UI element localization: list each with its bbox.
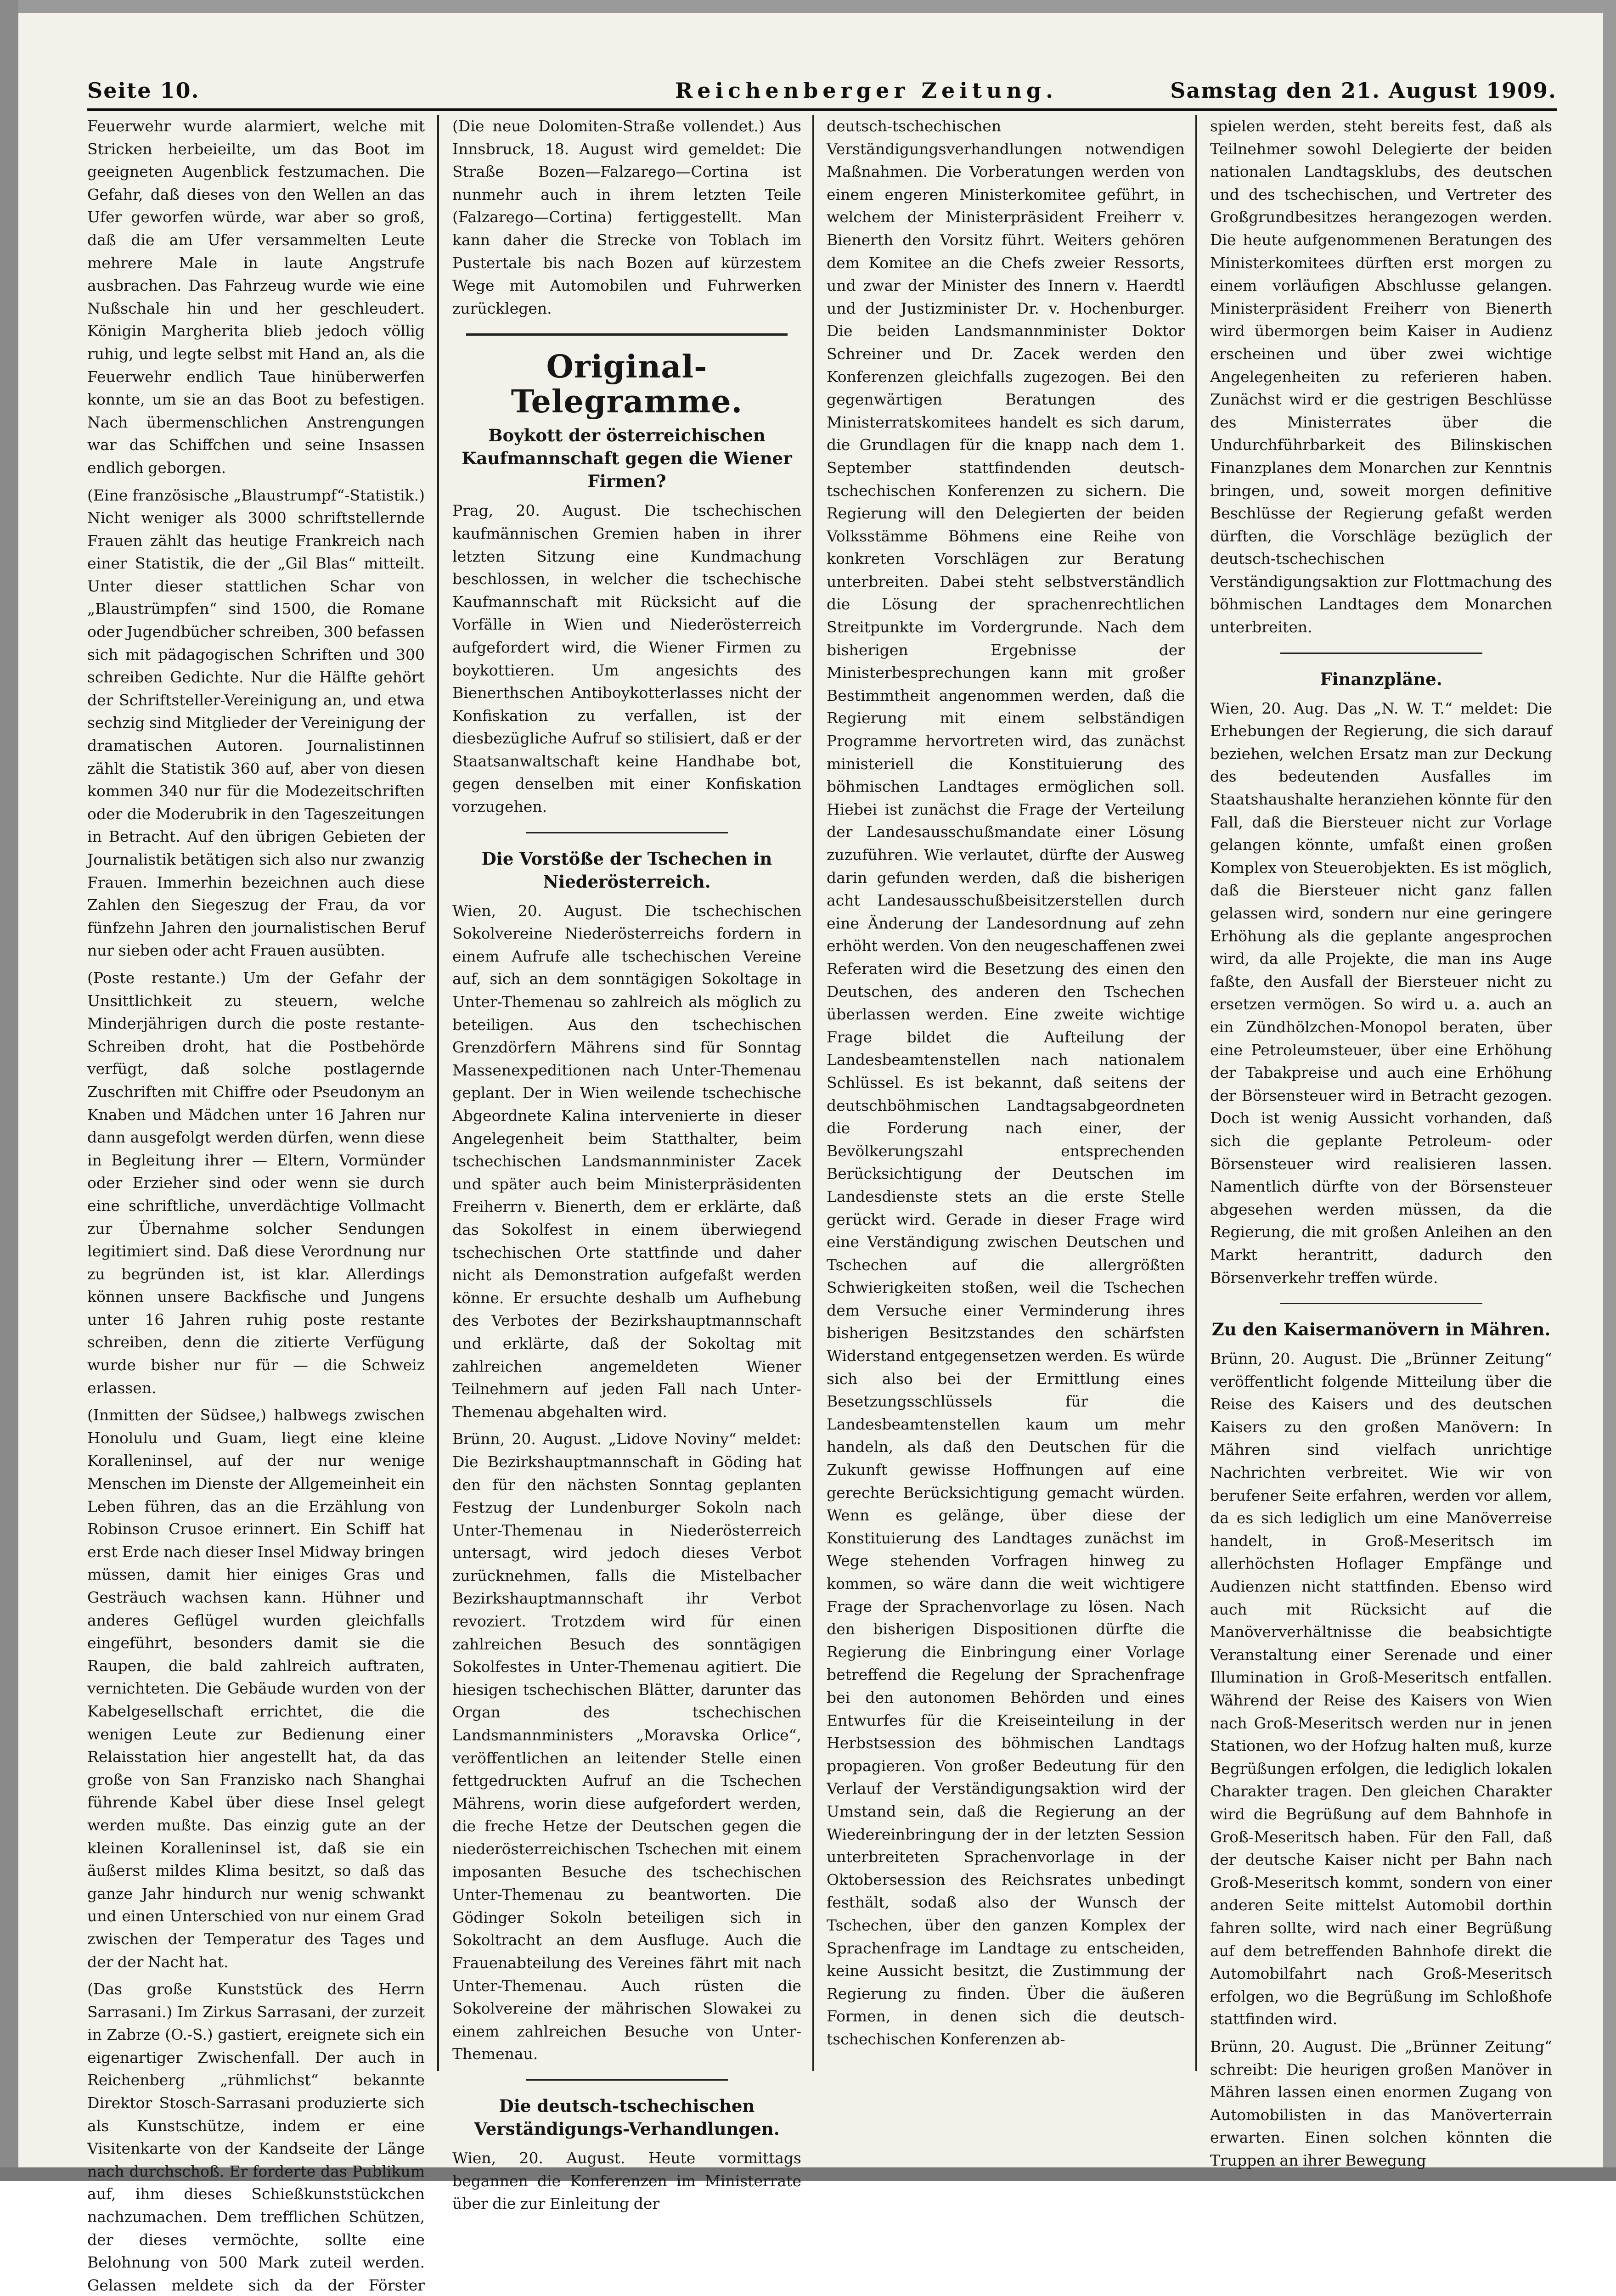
masthead-rule (87, 108, 1557, 111)
column-2 (452, 115, 801, 2213)
page-number: Seite 10. (87, 78, 200, 103)
scan-edge-right (1603, 0, 1616, 2181)
scan-edge-left (0, 0, 18, 2181)
article-dolomiten-strasse: (Die neue Dolomiten-Straße vollendet.) Aus Innsbruck, 18. August wird gemeldet: Die Straße Bozen—Falzarego—Cortina ist nunmehr auch in ihrem letzten Teile (Falzarego—Cortina) fertiggestellt. Man kann daher die Strecke von Toblach im Pustertale bis nach Bozen auf kürzestem Wege mit Automobilen und Fuhrwerken zurücklegen. (452, 117, 801, 317)
article-kaisermanoever-2: Brünn, 20. August. Die „Brünner Zeitung“ schreibt: Die heurigen großen Manöver in Mähren lassen einen enormen Zugang von Automobilisten in das Manöverterrain erwarten. Einen solchen könnten die Truppen an ihrer Bewegung (1210, 2037, 1552, 2169)
headline-vorstoesse: Die Vorstöße der Tschechen in Niederösterreich. (481, 848, 772, 892)
column-1 (87, 115, 425, 2294)
article-boykott: Prag, 20. August. Die tschechischen kaufmännischen Gremien haben in ihrer letzten Sitzung eine Kundmachung beschlossen, in welcher die tschechische Kaufmannschaft mit Rücksicht auf die Vorfälle in Wien und Niederösterreich aufgefordert wird, die Wiener Firmen zu boykottieren. Um angesichts des Bienerthschen Antiboykotterlasses nicht der Konfiskation zu verfallen, ist der diesbezügliche Aufruf so stilisiert, daß er der Staatsanwaltschaft keine Handhabe bot, gegen denselben mit einer Konfiskation vorzugehen. (452, 501, 801, 816)
headline-boykott: Boykott der österreichischen Kaufmannschaft gegen die Wiener Firmen? (462, 425, 792, 492)
masthead (87, 78, 1557, 110)
article-verstaendigung-start: Wien, 20. August. Heute vormittags begannen die Konferenzen im Ministerrate über die zur Einleitung der (452, 2149, 801, 2213)
article-separator (1280, 1303, 1482, 1304)
column-rule-1 (437, 115, 439, 2071)
article-separator (526, 832, 728, 833)
headline-kaisermanoever: Zu den Kaisermanövern in Mähren. (1211, 1319, 1551, 1340)
article-blaustrumpf-statistik: (Eine französische „Blaustrumpf“-Statistik.) Nicht weniger als 3000 schriftstellernde Frauen zählt das heutige Frankreich nach einer Statistik, die der „Gil Blas“ mitteilt. Unter dieser stattlichen Schar von „Blaustrümpfen“ sind 1500, die Romane oder Jugendbücher schreiben, 300 befassen sich mit pädagogischen Schriften und 300 schreiben Gedichte. Nur die Hälfte gehört der Schriftsteller-Vereinigung an, und etwa sechzig sind Mitglieder der Vereinigung der dramatischen Autoren. Journalistinnen zählt die Statistik 360 auf, aber von diesen kommen 340 nur für die Modezeitschriften oder die Moderubrik in den Tageszeitungen in Betracht. Auf den übrigen Gebieten der Journalistik betätigen sich also nur zwanzig Frauen. Immerhin bezeichnen auch diese Zahlen den Siegeszug der Frau, da vor fünfzehn Jahren den journalistischen Beruf nur sieben oder acht Frauen ausübten. (87, 486, 425, 960)
section-rule (466, 333, 788, 336)
article-suedsee: (Inmitten der Südsee,) halbwegs zwischen Honolulu und Guam, liegt eine kleine Koralleninsel, auf der nur wenige Menschen im Dienste der Allgemeinheit ein Leben führen, das an die Erzählung von Robinson Crusoe erinnert. Ein Schiff hat erst Erde nach dieser Insel Midway bringen müssen, damit hier einiges Gras und Gesträuch wachsen kann. Hühner und anderes Geflügel wurden gleichfalls eingeführt, besonders damit sie die Raupen, die bald zahlreich auftraten, vernichteten. Die Gebäude wurden von der Kabelgesellschaft errichtet, die die wenigen Leute zur Bedienung einer Relaisstation hier angestellt hat, da das große von San Franzisko nach Shanghai führende Kabel über diese Insel gelegt werden mußte. Das einzig gute an der kleinen Koralleninsel ist, daß sie ein äußerst mildes Klima besitzt, so daß das ganze Jahr hindurch nur wenig schwankt und einen Unterschied von nur einem Grad zwischen der Temperatur des Tages und der der Nacht hat. (87, 1406, 425, 1971)
article-vorstoesse-bruenn: Brünn, 20. August. „Lidove Noviny“ meldet: Die Bezirkshauptmannschaft in Göding hat den für den nächsten Sonntag geplanten Festzug der Lundenburger Sokoln nach Unter-Themenau in Niederösterreich untersagt, wird jedoch dieses Verbot zurücknehmen, falls die Mistelbacher Bezirkshauptmannschaft ihr Verbot revoziert. Trotzdem wird für einen zahlreichen Besuch des sonntägigen Sokolfestes in Unter-Themenau agitiert. Die hiesigen tschechischen Blätter, darunter das Organ des tschechischen Landsmannministers „Moravska Orlice“, veröffentlichen an leitender Stelle einen fettgedruckten Aufruf an die Tschechen Mährens, worin diese aufgefordert werden, die freche Hetze der Deutschen gegen die niederösterreichischen Tschechen mit einem imposanten Besuche des tschechischen Unter-Themenau zu beantworten. Die Gödinger Sokoln beteiligen sich in Sokoltracht an dem Ausfluge. Auch die Frauenabteilung des Vereines fährt mit nach Unter-Themenau. Auch rüsten die Sokolvereine der mährischen Slowakei zu einem zahlreichen Besuche von Unter-Themenau. (452, 1430, 801, 2063)
article-poste-restante: (Poste restante.) Um der Gefahr der Unsittlichkeit zu steuern, welche Minderjährigen durch die poste restante-Schreiben droht, hat die Postbehörde verfügt, daß solche postlagernde Zuschriften mit Chiffre oder Pseudonym an Knaben und Mädchen unter 16 Jahren nur dann ausgefolgt werden dürfen, wenn diese in Begleitung ihrer — Eltern, Vormünder oder Erzieher sind oder wenn sie durch eine schriftliche, unverdächtige Vollmacht zur Übernahme solcher Sendungen legitimiert sind. Daß diese Verordnung nur zu begründen ist, ist klar. Allerdings können unsere Backfische und Jungens unter 16 Jahren ruhig poste restante schreiben, denn die zitierte Verfügung wurde bisher nur für — die Schweiz erlassen. (87, 968, 425, 1397)
article-finanzplaene: Wien, 20. Aug. Das „N. W. T.“ meldet: Die Erhebungen der Regierung, die sich darauf beziehen, welchen Ersatz man zur Deckung des bedeutenden Ausfalles im Staatshaushalte heranziehen könnte für den Fall, daß die Biersteuer nicht zur Vorlage gelangen könnte, umfaßt einen großen Komplex von Steuerobjekten. Es ist möglich, daß die Biersteuer nicht ganz fallen gelassen wird, sondern nur eine geringere Erhöhung als die geplante angesprochen wird, da alle Projekte, die man ins Auge faßte, den Ausfall der Biersteuer nicht zu ersetzen vermögen. So wird u. a. auch an ein Zündhölzchen-Monopol beraten, über eine Petroleumsteuer, über eine Erhöhung der Tabakpreise und auch eine Erhöhung der Börsensteuer wird in Betracht gezogen. Doch ist wenig Aussicht vorhanden, daß sich die geplante Petroleum- oder Börsensteuer wird realisieren lassen. Namentlich dürfte von der Börsensteuer abgesehen werden müssen, da die Regierung, die mit großen Anleihen an den Markt herantritt, dadurch den Börsenverkehr treffen würde. (1210, 699, 1552, 1287)
article-separator (1280, 653, 1482, 654)
article-sarrasani: (Das große Kunststück des Herrn Sarrasani.) Im Zirkus Sarrasani, der zurzeit in Zabrze (O.-S.) gastiert, ereignete sich ein eigenartiger Zwischenfall. Der auch in Reichenberg „rühmlichst“ bekannte Direktor Stosch-Sarrasani produzierte sich als Kunstschütze, indem er eine Visitenkarte von der Kandseite der Länge nach durchschoß. Er forderte das Publikum auf, ihm dieses Schießkunststückchen nachzumachen. Dem trefflichen Schützen, der dieses vermöchte, sollte eine Belohnung von 500 Mark zuteil werden. Gelassen meldete sich da der Förster (87, 1980, 425, 2294)
article-verstaendigung-continued: deutsch-tschechischen Verständigungsverhandlungen notwendigen Maßnahmen. Die Vorberatungen werden von einem engeren Ministerkomitee geführt, in welchem der Ministerpräsident Freiherr v. Bienerth den Vorsitz führt. Weiters gehören dem Komitee an die Chefs zweier Ressorts, und zwar der Minister des Innern v. Haerdtl und der Justizminister Dr. v. Hochenburger. Die beiden Landsmannminister Doktor Schreiner und Dr. Zacek werden den Konferenzen gleichfalls zugezogen. Bei den gegenwärtigen Beratungen des Ministerratskomitees handelt es sich darum, die Grundlagen für die knapp nach dem 1. September stattfindenden deutsch-tschechischen Konferenzen zu sichern. Die Regierung will den Delegierten der beiden Volksstämme Böhmens eine Reihe von konkreten Vorschlägen zur Beratung unterbreiten. Dabei steht selbstverständlich die Lösung der sprachenrechtlichen Streitpunkte im Vordergrunde. Nach dem bisherigen Ergebnisse der Ministerbesprechungen kann mit großer Bestimmtheit angenommen werden, daß die Regierung mit einem selbständigen Programme hervortreten wird, das zunächst ministeriell die Konstituierung des böhmischen Landtages ermöglichen soll. Hiebei ist zunächst die Frage der Verteilung der Landesausschußmandate einer Lösung zuzuführen. Wie verlautet, dürfte der Ausweg darin gefunden werden, daß die bisherigen acht Landesausschußbeisitzerstellen durch eine Änderung der Landesordnung auf zehn erhöht werden. Von den neugeschaffenen zwei Referaten wird die Besetzung des einen den Deutschen, des anderen den Tschechen überlassen werden. Eine zweite wichtige Frage bildet die Aufteilung der Landesbeamtenstellen nach nationalem Schlüssel. Es ist bekannt, daß seitens der deutschböhmischen Landtagsabgeordneten die Forderung nach einer, der Bevölkerungszahl entsprechenden Berücksichtigung der Deutschen im Landesdienste stets an die erste Stelle gerückt wird. Gerade in dieser Frage wird eine Verständigung zwischen Deutschen und Tschechen auf die allergrößten Schwierigkeiten stoßen, weil die Tschechen dem Versuche einer Verminderung ihres bisherigen Besitzstandes den schärfsten Widerstand entgegensetzen werden. Es würde sich also bei der Ermittlung eines Besetzungsschlüssels für die Landesbeamtenstellen kaum um mehr handeln, als daß den Deutschen für die Zukunft gewisse Hoffnungen auf eine gerechte Berücksichtigung gemacht würden. Wenn es gelänge, über diese der Konstituierung des Landtages zunächst im Wege stehenden Vorfragen hinweg zu kommen, so wäre dann die weit wichtigere Frage der Sprachenvorlage zu lösen. Nach den bisherigen Dispositionen dürfte die Regierung die Einbringung einer Vorlage betreffend die Regelung der Sprachenfrage bei den autonomen Behörden und eines Entwurfes für die Kreiseinteilung in der Herbstsession des böhmischen Landtags propagieren. Von großer Bedeutung für den Verlauf der Verständigungsaktion wird der Umstand sein, daß die Regierung an der Wiedereinbringung der in der letzten Session unterbreiteten Sprachenvorlage in der Oktobersession des Reichsrates unbedingt festhält, sodaß also der Wunsch der Tschechen, über den ganzen Komplex der Sprachenfrage im Landtage zu entscheiden, keine Aussicht besitzt, die Zustimmung der Regierung zu finden. Über die äußeren Formen, in denen sich die deutsch-tschechischen Konferenzen ab- (827, 117, 1185, 2048)
section-heading-telegramme: Original-Telegramme. (511, 349, 743, 421)
column-4 (1210, 115, 1552, 2169)
column-rule-2 (812, 115, 814, 2071)
headline-verstaendigung: Die deutsch-tschechischen Verständigungs-Verhandlungen. (474, 2095, 780, 2139)
column-rule-3 (1195, 115, 1197, 2071)
article-kaisermanoever-1: Brünn, 20. August. Die „Brünner Zeitung“ veröffentlicht folgende Mitteilung über die Reise des Kaisers und des deutschen Kaisers zu den großen Manövern: In Mähren sind vielfach unrichtige Nachrichten verbreitet. Wie wir von berufener Seite erfahren, werden vor allem, da es sich lediglich um eine Manöverreise handelt, in Groß-Meseritsch im allerhöchsten Hoflager Empfänge und Audienzen nicht stattfinden. Ebenso wird auch mit Rücksicht auf die Manöververhältnisse die beabsichtigte Veranstaltung einer Serenade und einer Illumination in Groß-Meseritsch entfallen. Während der Reise des Kaisers von Wien nach Groß-Meseritsch werden nur in jenen Stationen, wo der Hofzug halten muß, kurze Begrüßungen erfolgen, die lediglich lokalen Charakter tragen. Den gleichen Charakter wird die Begrüßung auf dem Bahnhofe in Groß-Meseritsch haben. Für den Fall, daß der deutsche Kaiser nicht per Bahn nach Groß-Meseritsch kommt, sondern von einer anderen Seite mittelst Automobil dorthin fahren sollte, wird nach einer Begrüßung auf dem betreffenden Bahnhofe direkt die Automobilfahrt nach Groß-Meseritsch erfolgen, wo die Begrüßung im Schloßhofe stattfinden wird. (1210, 1350, 1552, 2028)
article-verstaendigung-end: spielen werden, steht bereits fest, daß als Teilnehmer sowohl Delegierte der beiden nationalen Landtagsklubs, des deutschen und des tschechischen, und Vertreter des Großgrundbesitzes herangezogen werden. Die heute aufgenommenen Beratungen des Ministerkomitees dürften erst morgen zu einem vorläufigen Abschlusse gelangen. Ministerpräsident Freiherr von Bienerth wird übermorgen beim Kaiser in Audienz erscheinen und über zwei wichtige Angelegenheiten zu referieren haben. Zunächst wird er die gestrigen Beschlüsse des Ministerrates über die Undurchführbarkeit des Bilinskischen Finanzplanes dem Monarchen zur Kenntnis bringen, und, soweit morgen definitive Beschlüsse der Regierung gefaßt werden dürften, die Vorschläge bezüglich der deutsch-tschechischen Verständigungsaktion zur Flottmachung des böhmischen Landtages dem Monarchen unterbreiten. (1210, 117, 1552, 636)
newspaper-title: Reichenberger Zeitung. (675, 78, 1058, 103)
column-3 (827, 115, 1185, 2057)
issue-date: Samstag den 21. August 1909. (1170, 78, 1557, 103)
scan-edge-top (0, 0, 1616, 13)
headline-finanzplaene: Finanzpläne. (1320, 669, 1442, 689)
article-vorstoesse-wien: Wien, 20. August. Die tschechischen Sokolvereine Niederösterreichs fordern in einem Aufrufe alle tschechischen Vereine auf, sich an dem sonntägigen Sokoltage in Unter-Themenau so zahlreich als möglich zu beteiligen. Aus den tschechischen Grenzdörfern Mährens sind für Sonntag Massenexpeditionen nach Unter-Themenau geplant. Der in Wien weilende tschechische Abgeordnete Kalina intervenierte in dieser Angelegenheit beim Statthalter, beim tschechischen Landsmannminister Zacek und später auch beim Ministerpräsidenten Freiherrn v. Bienerth, dem er erklärte, daß das Sokolfest in einem überwiegend tschechischen Orte stattfinde und daher nicht als Demonstration aufgefaßt werden könne. Er ersuchte deshalb um Aufhebung des Verbotes der Bezirkshauptmannschaft und erklärte, daß der Sokoltag mit zahlreichen angemeldeten Wiener Teilnehmern auf jeden Fall nach Unter-Themenau abgehalten wird. (452, 901, 801, 1421)
article-boat-rescue: Feuerwehr wurde alarmiert, welche mit Stricken herbeieilte, um das Boot im geeigneten Augenblick festzumachen. Die Gefahr, daß dieses von den Wellen an das Ufer geworfen würde, war aber so groß, daß die am Ufer versammelten Leute mehrere Male in laute Angstrufe ausbrachen. Das Fahrzeug wurde wie eine Nußschale hin und her geschleudert. Königin Margherita blieb jedoch völlig ruhig, und legte selbst mit Hand an, als die Feuerwehr endlich Taue hinüberwerfen konnte, um sie an das Boot zu befestigen. Nach übermenschlichen Anstrengungen war das Schiffchen und seine Insassen endlich geborgen. (87, 117, 425, 477)
article-separator (526, 2079, 728, 2081)
